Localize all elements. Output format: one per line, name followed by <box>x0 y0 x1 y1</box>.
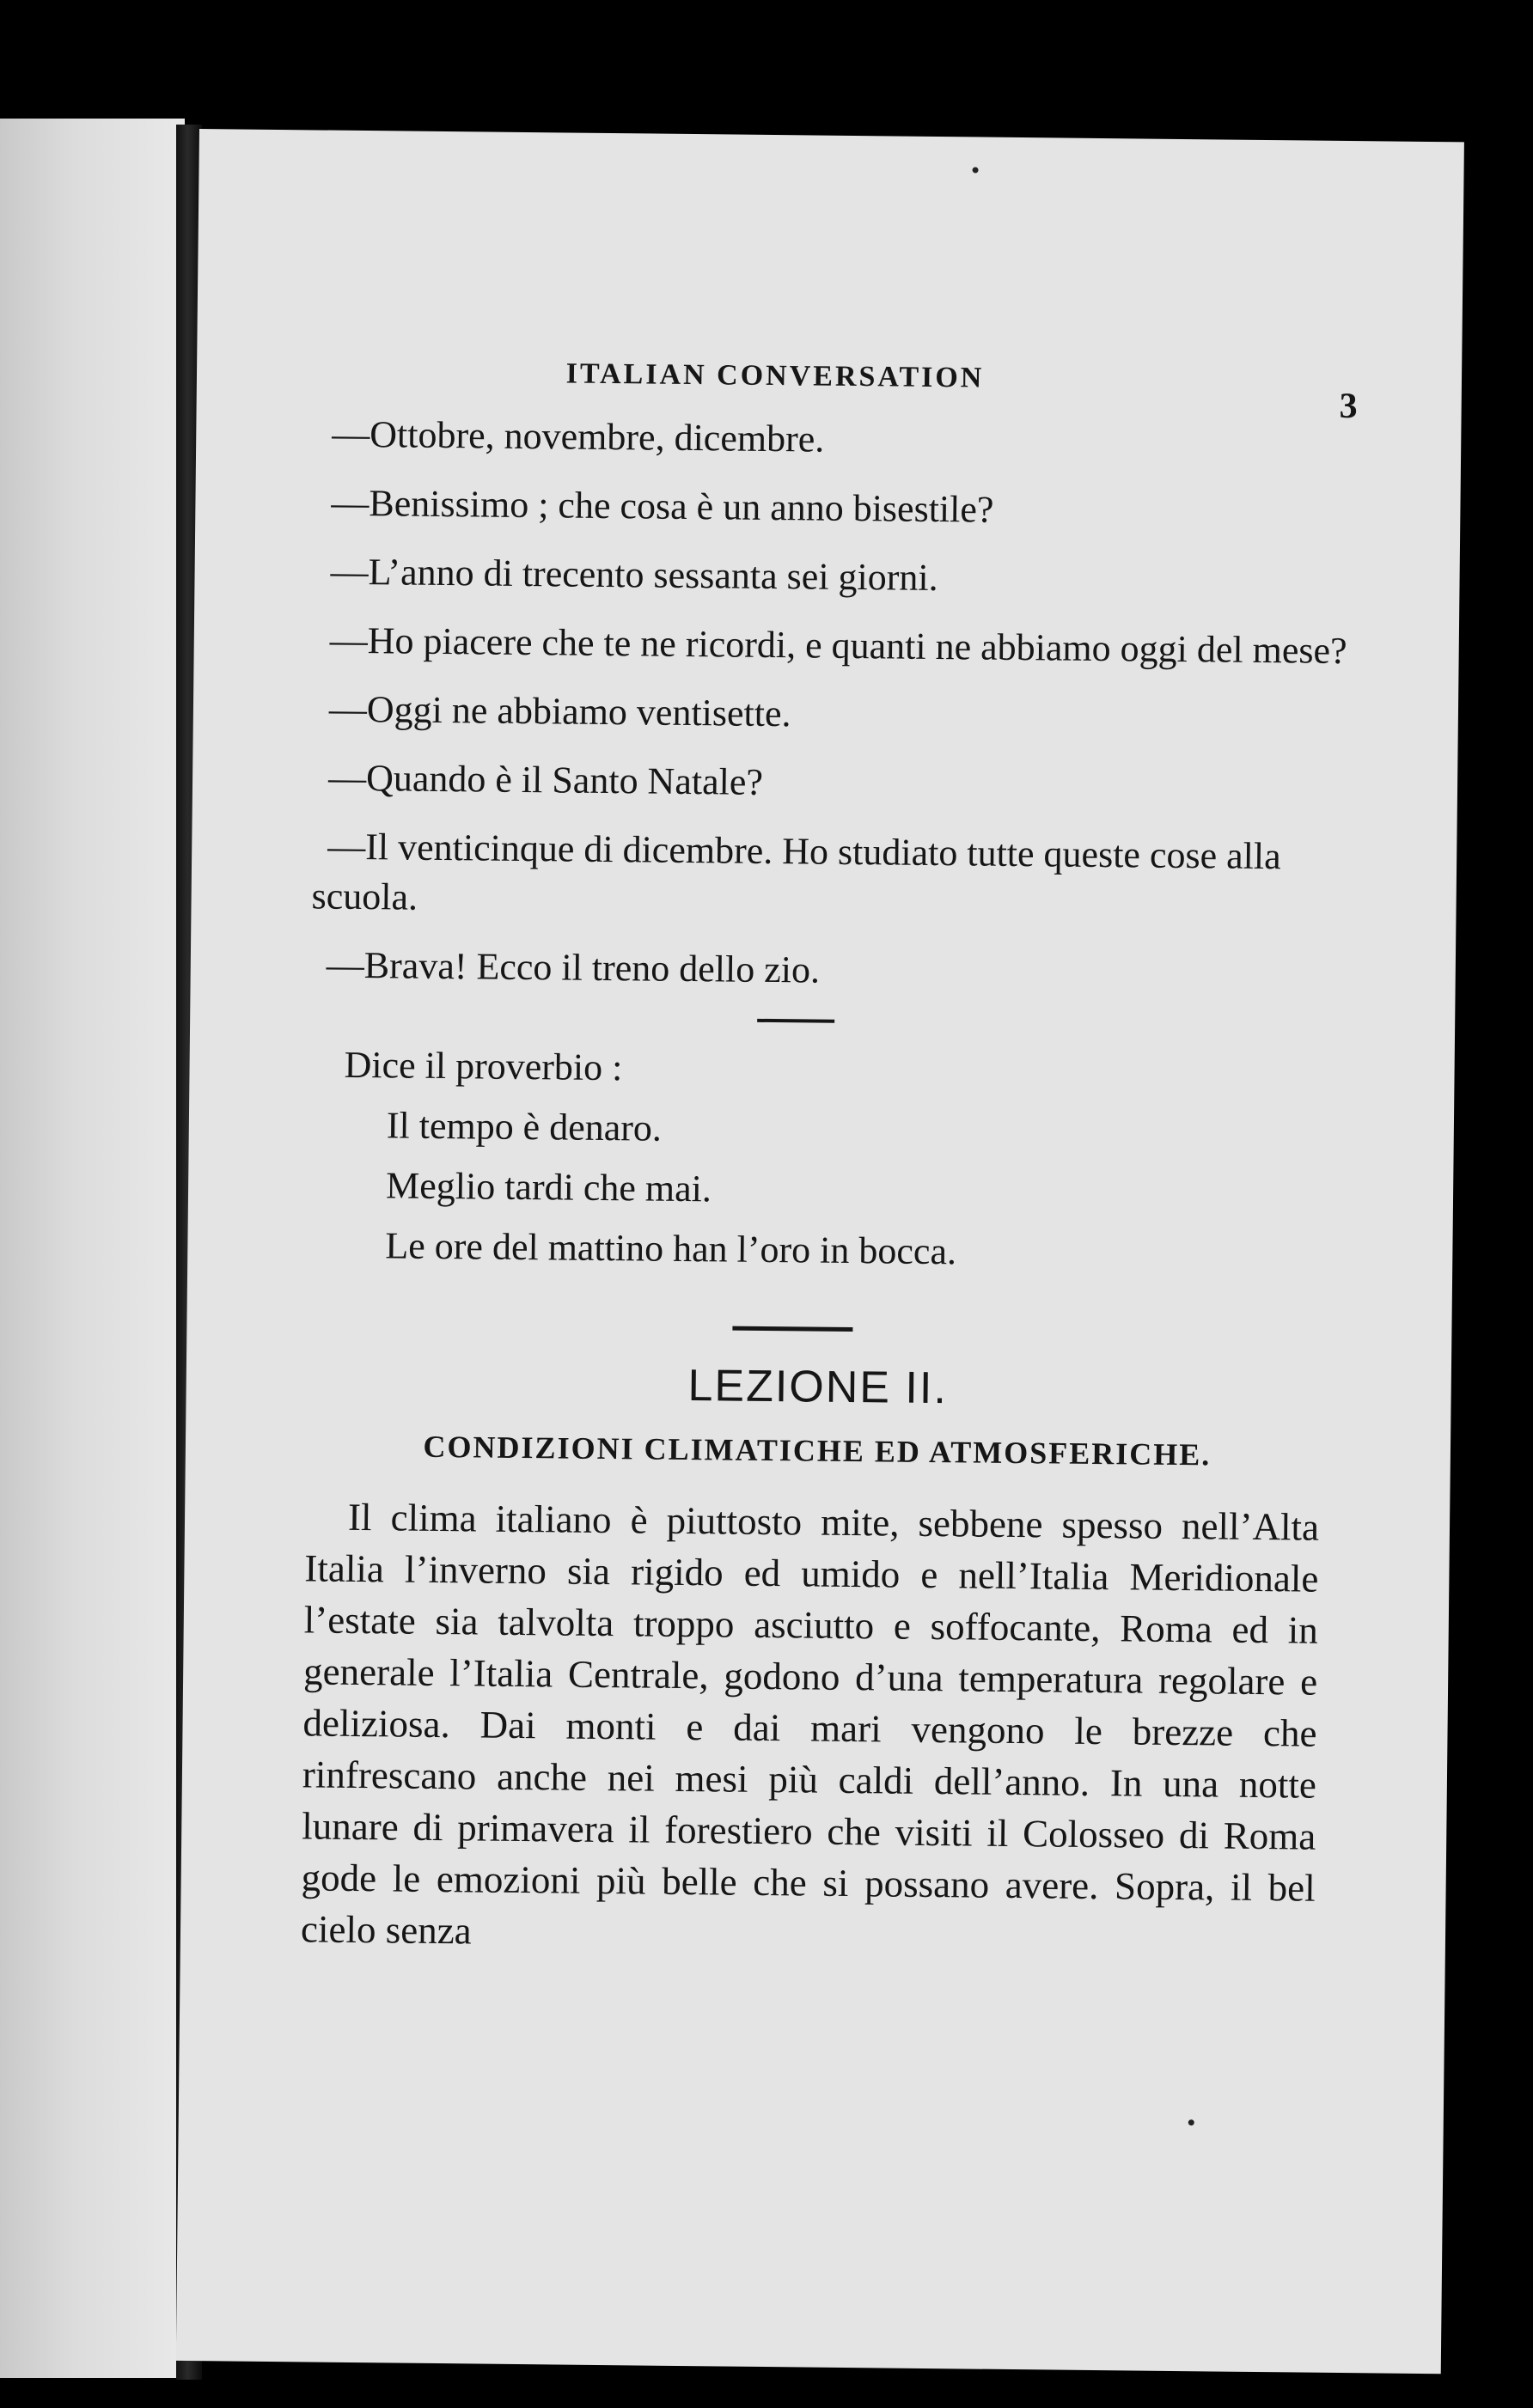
proverb-line: Meglio tardi che mai. <box>385 1164 712 1210</box>
dialog-line: —Brava! Ecco il treno dello zio. <box>326 943 821 991</box>
proverb-line: Le ore del mattino han l’oro in bocca. <box>385 1224 957 1273</box>
lesson-paragraph: Il clima italiano è piuttosto mite, sebbene spesso nell’Alta Italia l’inverno sia rigido ed umido e nell’Italia Meridionale l’estate sia talvolta troppo asciutto e soffocante, Roma ed in generale l’Italia Centrale, godono d’una temperatura regolare e deliziosa. Dai monti e dai mari vengono le brezze che rinfrescano anche nei mesi più caldi dell’anno. In una notte lunare di primavera il forestiero che visiti il Colosseo di Roma gode le emozioni più belle che si possano avere. Sopra, il bel cielo senza <box>300 1495 1320 1953</box>
chapter-divider <box>732 1326 852 1332</box>
dialog-line: —L’anno di trecento sessanta sei giorni. <box>330 550 938 600</box>
lesson-title: LEZIONE II. <box>687 1361 949 1414</box>
running-head: ITALIAN CONVERSATION <box>565 357 985 394</box>
paper-speck <box>1188 2119 1194 2125</box>
dialog-line: —Oggi ne abbiamo ventisette. <box>328 687 791 735</box>
dialog-line: —Ottobre, novembre, dicembre. <box>332 412 825 460</box>
proverb-intro: Dice il proverbio : <box>344 1043 623 1089</box>
dialog-line: —Quando è il Santo Natale? <box>327 756 764 803</box>
text-block <box>301 409 1374 1966</box>
dialog-line: —Benissimo ; che cosa è un anno bisestile? <box>331 481 994 531</box>
lesson-subtitle: CONDIZIONI CLIMATICHE ED ATMOSFERICHE. <box>423 1429 1212 1472</box>
dialog-line: —Ho piacere che te ne ricordi, e quanti ne abbiamo oggi del mese? <box>329 619 1347 673</box>
dialog-line: —Il venticinque di dicembre. Ho studiato tutte queste cose alla scuola. <box>311 825 1281 918</box>
left-page-edge <box>0 119 185 2378</box>
page-number: 3 <box>1339 386 1358 427</box>
book-page <box>176 129 1464 2374</box>
section-divider <box>757 1019 834 1023</box>
paper-speck <box>973 167 979 173</box>
proverb-line: Il tempo è denaro. <box>386 1104 663 1149</box>
